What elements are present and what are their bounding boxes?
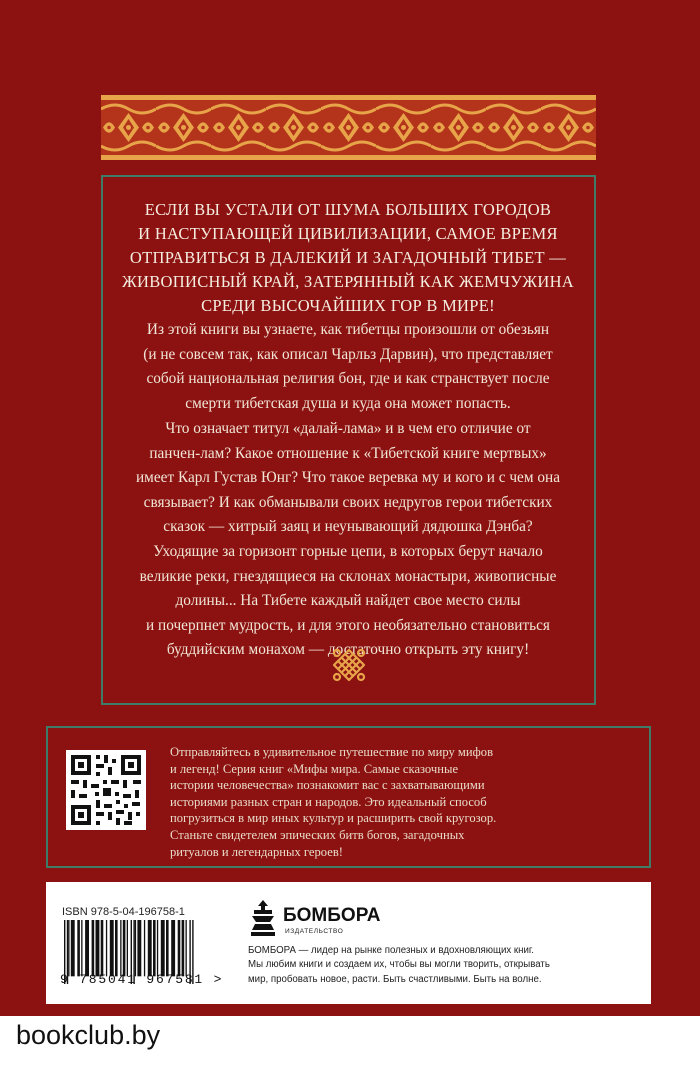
blurb-line: погрузиться в мир иных культур и расширить свой кругозор.: [170, 811, 497, 826]
paragraph-line: долины... На Тибете каждый найдет свое место силы: [175, 592, 521, 609]
paragraph-line: Что означает титул «далай-лама» и в чем его отличие от: [165, 420, 531, 437]
headline-line: ОТПРАВИТЬСЯ В ДАЛЕКИЙ И ЗАГАДОЧНЫЙ ТИБЕТ —: [129, 248, 567, 267]
blurb-line: историями разных стран и народов. Это идеальный способ: [170, 794, 487, 809]
paragraph-line: смерти тибетская душа и куда она может попасть.: [185, 394, 511, 412]
paragraph-line: имеет Карл Густав Юнг? Что такое веревка му и кого и с чем она: [136, 469, 560, 486]
paragraph-line: Из этой книги вы узнаете, как тибетцы произошли от обезьян: [146, 321, 550, 338]
blurb-line: истории человечества» познакомит вас с захватывающими: [170, 778, 485, 793]
paragraph-line: собой национальная религия бон, где и как странствует после: [146, 370, 550, 387]
publisher-name: БОМБОРА: [283, 905, 381, 926]
blurb-line: и легенд! Серия книг «Мифы мира. Самые сказочные: [170, 761, 459, 776]
endless-knot-icon: [331, 647, 367, 683]
blurb-line: Отправляйтесь в удивительное путешествие по миру мифов: [170, 745, 494, 759]
paragraph-line: великие реки, гнездящиеся на склонах монастыри, живописные: [139, 567, 557, 585]
paragraph-line: (и не совсем так, как описал Чарльз Дарвин), что представляет: [143, 345, 553, 363]
description-paragraph-3: [110, 540, 586, 663]
paragraph-line: связывает? И как обманывали своих недругов герои тибетских: [143, 493, 553, 511]
paragraph-line: сказок — хитрый заяц и неунывающий дядюшка Дэнба?: [163, 518, 533, 535]
series-blurb: [170, 744, 640, 860]
paragraph-line: буддийским монахом — достаточно открыть эту книгу!: [166, 641, 530, 658]
description-paragraph-2: [110, 417, 586, 540]
publisher-description-line: Мы любим книги и создаем их, чтобы вы могли творить, открывать: [248, 959, 550, 971]
description-paragraph-1: [110, 318, 586, 416]
blurb-line: Станьте свидетелем эпических битв богов, загадочных: [170, 827, 465, 842]
paragraph-line: панчен-лам? Какое отношение к «Тибетской книге мертвых»: [149, 444, 547, 462]
headline-line: ЕСЛИ ВЫ УСТАЛИ ОТ ШУМА БОЛЬШИХ ГОРОДОВ: [144, 200, 552, 219]
qr-code-icon[interactable]: [66, 750, 146, 830]
watermark-text: bookclub.by: [16, 1020, 161, 1050]
isbn-label: ISBN 978-5-04-196758-1: [62, 906, 185, 918]
publisher-description-line: мир, пробовать новое, расти. Быть счастливыми. Быть на волне.: [248, 973, 542, 985]
blurb-line: ритуалов и легендарных героев!: [170, 844, 343, 859]
publisher-description-line: БОМБОРА — лидер на рынке полезных и вдохновляющих книг.: [248, 945, 534, 956]
ornament-border-icon: [101, 95, 596, 160]
paragraph-line: и почерпнет мудрость, и для этого необязательно становиться: [146, 616, 550, 634]
headline-line: И НАСТУПАЮЩЕЙ ЦИВИЛИЗАЦИИ, САМОЕ ВРЕМЯ: [138, 224, 558, 243]
bombora-logo-icon: [248, 898, 278, 938]
publisher-subtitle: ИЗДАТЕЛЬСТВО: [285, 928, 344, 935]
publisher-description: [248, 944, 643, 987]
headline-line: ЖИВОПИСНЫЙ КРАЙ, ЗАТЕРЯННЫЙ КАК ЖЕМЧУЖИНА: [121, 272, 575, 291]
barcode-number: 9 785041 967581 >: [60, 972, 224, 987]
headline: [108, 198, 588, 318]
paragraph-line: Уходящие за горизонт горные цепи, в которых берут начало: [153, 543, 543, 560]
headline-line: СРЕДИ ВЫСОЧАЙШИХ ГОР В МИРЕ!: [201, 296, 495, 315]
